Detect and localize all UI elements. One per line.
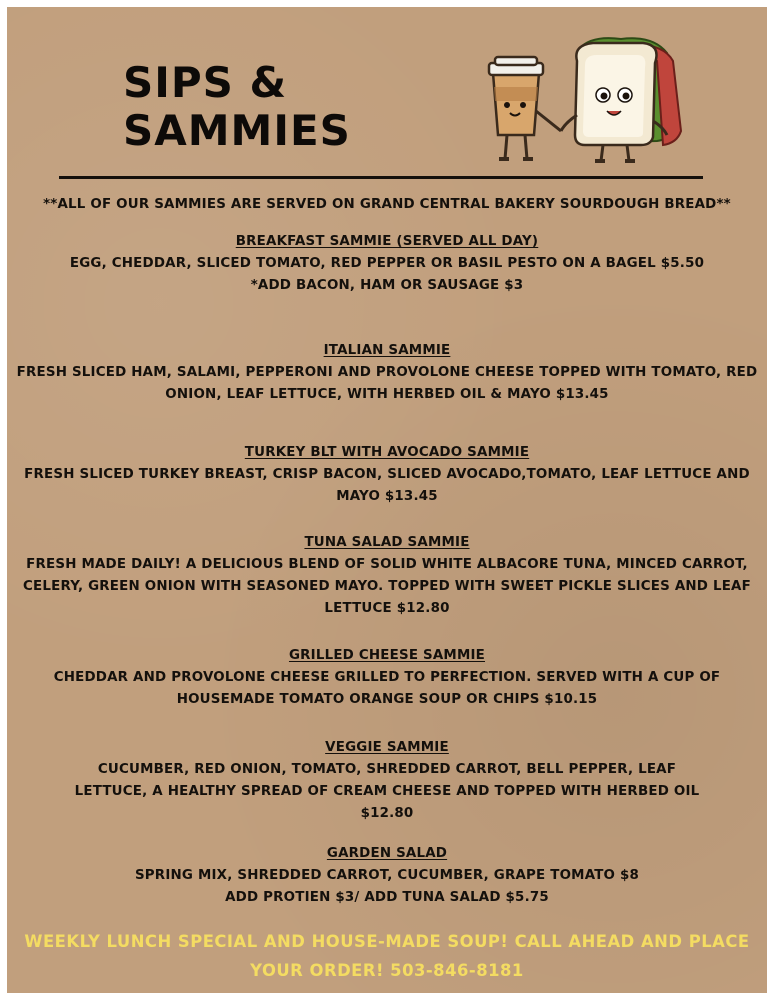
callout-line-1: WEEKLY LUNCH SPECIAL AND HOUSE-MADE SOUP! CALL AHEAD AND PLACE bbox=[24, 932, 750, 951]
item-description: CHEDDAR AND PROVOLONE CHEESE GRILLED TO PERFECTION. SERVED WITH A CUP OF bbox=[53, 670, 721, 685]
menu-item-garden-salad bbox=[7, 843, 767, 909]
item-description: CELERY, GREEN ONION WITH SEASONED MAYO. TOPPED WITH SWEET PICKLE SLICES AND LEAF bbox=[23, 579, 751, 594]
item-name: GARDEN SALAD bbox=[326, 846, 448, 861]
menu-title bbox=[123, 59, 351, 155]
item-description: ADD PROTIEN $3/ ADD TUNA SALAD $5.75 bbox=[225, 890, 549, 905]
item-name: BREAKFAST SAMMIE (SERVED ALL DAY) bbox=[235, 234, 539, 249]
menu-item-veggie-sammie bbox=[7, 737, 767, 825]
menu-item-tuna-salad-sammie bbox=[7, 532, 767, 620]
item-description: LETTUCE, A HEALTHY SPREAD OF CREAM CHEESE AND TOPPED WITH HERBED OIL bbox=[74, 784, 700, 799]
coffee-cup-icon bbox=[489, 57, 561, 159]
item-description: HOUSEMADE TOMATO ORANGE SOUP OR CHIPS $10.15 bbox=[176, 692, 598, 707]
item-description: LETTUCE $12.80 bbox=[324, 601, 450, 616]
bread-note: **ALL OF OUR SAMMIES ARE SERVED ON GRAND CENTRAL BAKERY SOURDOUGH BREAD** bbox=[43, 197, 731, 212]
menu-item-breakfast-sammie bbox=[7, 231, 767, 297]
menu-item-grilled-cheese-sammie bbox=[7, 645, 767, 711]
item-description: EGG, CHEDDAR, SLICED TOMATO, RED PEPPER OR BASIL PESTO ON A BAGEL $5.50 bbox=[69, 256, 705, 271]
menu-page bbox=[7, 7, 767, 993]
item-description: CUCUMBER, RED ONION, TOMATO, SHREDDED CARROT, BELL PEPPER, LEAF bbox=[97, 762, 677, 777]
item-description: ONION, LEAF LETTUCE, WITH HERBED OIL & MAYO $13.45 bbox=[165, 387, 609, 402]
title-line-2: SAMMIES bbox=[123, 106, 351, 155]
lunch-special-callout bbox=[7, 927, 767, 985]
menu-item-italian-sammie bbox=[7, 340, 767, 406]
header-divider bbox=[59, 176, 703, 179]
item-description: FRESH SLICED TURKEY BREAST, CRISP BACON, SLICED AVOCADO,TOMATO, LEAF LETTUCE AND bbox=[24, 467, 750, 482]
item-name: GRILLED CHEESE SAMMIE bbox=[288, 648, 486, 663]
coffee-and-sandwich-illustration bbox=[481, 31, 687, 167]
item-description: FRESH SLICED HAM, SALAMI, PEPPERONI AND PROVOLONE CHEESE TOPPED WITH TOMATO, RED bbox=[16, 365, 758, 380]
item-name: VEGGIE SAMMIE bbox=[325, 740, 449, 755]
item-name: ITALIAN SAMMIE bbox=[323, 343, 451, 358]
title-line-1: SIPS & bbox=[123, 58, 288, 107]
item-description: $12.80 bbox=[360, 806, 414, 821]
callout-line-2: YOUR ORDER! 503-846-8181 bbox=[250, 961, 524, 980]
item-description: MAYO $13.45 bbox=[336, 489, 438, 504]
item-description: *ADD BACON, HAM OR SAUSAGE $3 bbox=[250, 278, 524, 293]
item-description: FRESH MADE DAILY! A DELICIOUS BLEND OF SOLID WHITE ALBACORE TUNA, MINCED CARROT, bbox=[26, 557, 748, 572]
item-name: TURKEY BLT WITH AVOCADO SAMMIE bbox=[244, 445, 530, 460]
item-name: TUNA SALAD SAMMIE bbox=[304, 535, 470, 550]
item-description: SPRING MIX, SHREDDED CARROT, CUCUMBER, GRAPE TOMATO $8 bbox=[134, 868, 640, 883]
menu-item-turkey-blt-sammie bbox=[7, 442, 767, 508]
sandwich-icon bbox=[561, 38, 681, 161]
